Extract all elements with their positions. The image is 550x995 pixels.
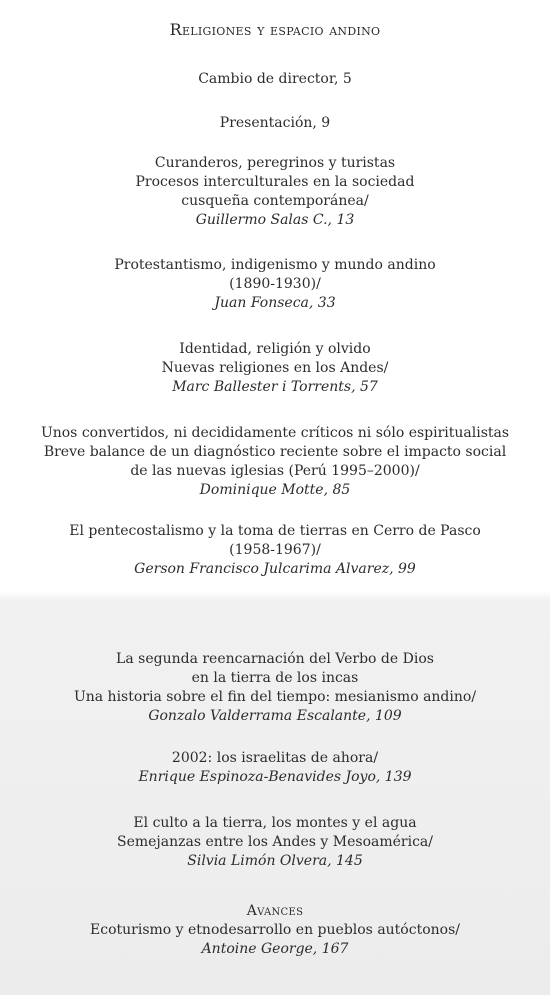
- entry-title: Unos convertidos, ni decididamente críticos ni sólo espiritualistas: [40, 425, 510, 441]
- entry-author: Marc Ballester i Torrents, 57: [172, 379, 378, 395]
- entry-author: Antoine George, 167: [201, 941, 349, 957]
- entry-title: 2002: los israelitas de ahora/: [171, 750, 379, 766]
- entry-subtitle: Procesos interculturales en la sociedad: [135, 174, 415, 190]
- entry-author: Enrique Espinoza-Benavides Joyo, 139: [138, 769, 412, 785]
- entry-title: El culto a la tierra, los montes y el agua: [133, 815, 417, 831]
- toc-entry-segunda-reencarnacion: [0, 650, 550, 726]
- toc-entry-israelitas: [0, 749, 550, 787]
- entry-title: Curanderos, peregrinos y turistas: [154, 155, 396, 171]
- entry-author: Juan Fonseca, 33: [214, 295, 336, 311]
- toc-entry-unos-convertidos: [0, 424, 550, 500]
- entry-subtitle: (1890-1930)/: [229, 276, 321, 292]
- entry-author: Dominique Motte, 85: [199, 482, 351, 498]
- section-label-avances: Avances: [246, 903, 304, 919]
- entry-author: Guillermo Salas C., 13: [195, 212, 355, 228]
- entry-subtitle: cusqueña contemporánea/: [181, 193, 369, 209]
- toc-entry-curanderos: [0, 154, 550, 230]
- entry-subtitle: (1958-1967)/: [229, 542, 321, 558]
- entry-title: El pentecostalismo y la toma de tierras en Cerro de Pasco: [69, 523, 481, 539]
- toc-entry-identidad-religion: [0, 340, 550, 397]
- toc-entry-pentecostalismo: [0, 522, 550, 579]
- toc-entry-protestantismo: [0, 256, 550, 313]
- entry-author: Gonzalo Valderrama Escalante, 109: [148, 708, 402, 724]
- entry-subtitle: de las nuevas iglesias (Perú 1995–2000)/: [130, 463, 420, 479]
- page-title: Religiones y espacio andino: [169, 20, 381, 39]
- toc-entry-culto-a-la-tierra: [0, 814, 550, 871]
- toc-entry-presentacion: [0, 114, 550, 133]
- toc-entry-ecoturismo: [0, 902, 550, 959]
- entry-subtitle: en la tierra de los incas: [191, 670, 359, 686]
- entry-author: Silvia Limón Olvera, 145: [187, 853, 363, 869]
- entry-subtitle: Nuevas religiones en los Andes/: [161, 360, 389, 376]
- entry-subtitle: Breve balance de un diagnóstico reciente sobre el impacto social: [43, 444, 507, 460]
- entry-title: Ecoturismo y etnodesarrollo en pueblos autóctonos/: [90, 922, 460, 938]
- toc-entry-cambio-de-director: [0, 70, 550, 89]
- entry-title: Cambio de director, 5: [198, 71, 352, 87]
- entry-subtitle: Una historia sobre el fin del tiempo: mesianismo andino/: [73, 689, 477, 705]
- entry-title: Identidad, religión y olvido: [179, 341, 371, 357]
- entry-title: La segunda reencarnación del Verbo de Dios: [116, 651, 434, 667]
- entry-subtitle: Semejanzas entre los Andes y Mesoamérica/: [117, 834, 433, 850]
- entry-title: Presentación, 9: [219, 115, 331, 131]
- entry-title: Protestantismo, indigenismo y mundo andino: [114, 257, 436, 273]
- entry-author: Gerson Francisco Julcarima Alvarez, 99: [134, 561, 416, 577]
